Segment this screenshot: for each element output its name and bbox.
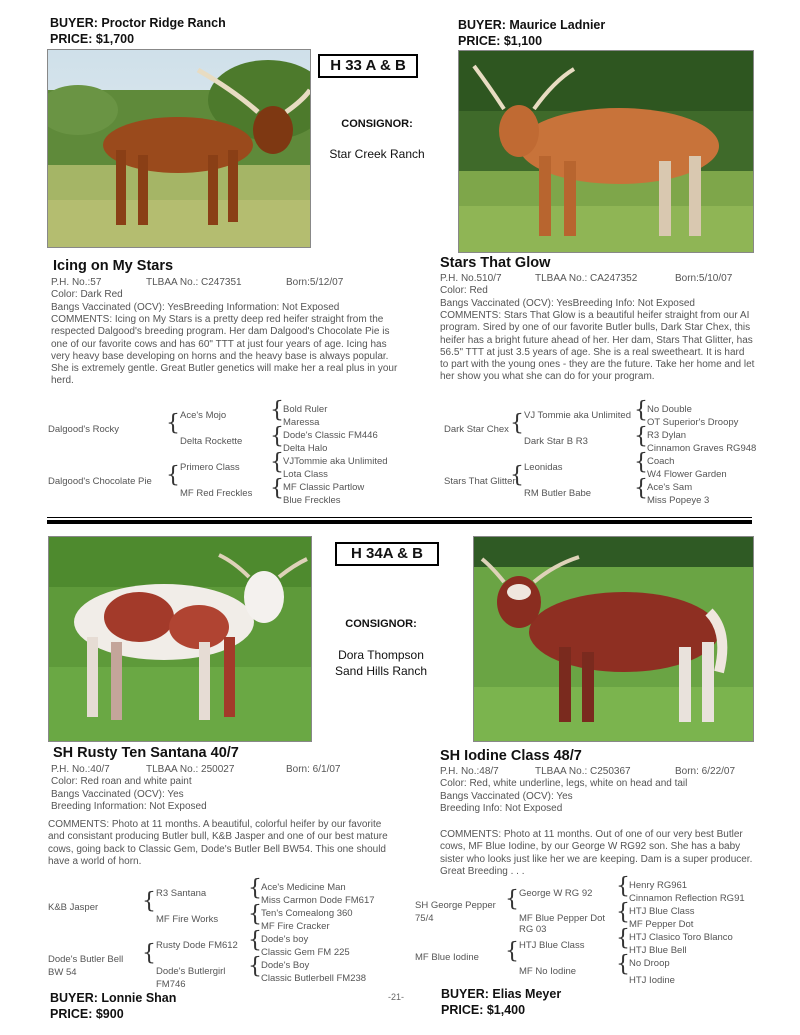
animal-info-2: P.H. No.510/7 TLBAA No.: CA247352 Born:5/10/07 Color: Red Bangs Vaccinated (OCV): YesBreeding Info: Not Exposed [440,273,733,309]
animal-comments-2: COMMENTS: Stars That Glow is a beautiful heifer straight from our AI program. Sired by one of our favorite Butler bulls, Dark Star Chex, this heifer has a bright future ahead of her. Her dam, Stars That Glitter, has 56.5" TTT at just 3.5 years of age. She is a real sweetheart. It is hard to part with the young ones - they are the future. Take her home and let her show you what she can do for your program. [440,310,755,383]
lot-number-h34: H 34A & B [335,542,439,566]
cattle-photo-2 [458,50,754,253]
page-number: -21- [388,992,405,1002]
consignor-name: Star Creek Ranch [329,147,425,161]
animal-name-4: SH Iodine Class 48/7 [440,748,582,764]
pedigree-3: K&B Jasper Dode's Butler Bell BW 54 { { R3 Santana MF Fire Works Rusty Dode FM612 Dode's Butlergirl FM746 { { { { Ace's Medicine Man Miss Carmon Dode FM617 Ten's Comealong 360 MF Fire Cracker Dode's boy Classic Gem FM 225 Dode's Boy Classic Butlerbell FM238 [48,876,375,990]
animal-comments-4: COMMENTS: Photo at 11 months. Out of one of our very best Butler cows, MF Blue Iodine, by our George W RG92 son. She has a baby sister who looks just like her we are keeping. Dam is a super producer. Great Breeding . . . [440,829,753,877]
pedigree-4: SH George Pepper 75/4 MF Blue Iodine { { George W RG 92 MF Blue Pepper Dot RG 03 HTJ Blue Class MF No Iodine { { { { Henry RG961 Cinnamon Reflection RG91 HTJ Blue Class MF Pepper Dot HTJ Clasico Toro Blanco HTJ Blue Bell No Droop HTJ Iodine [415,874,745,986]
consignor-label: CONSIGNOR: [341,118,413,130]
animal-name-1: Icing on My Stars [53,258,174,274]
divider-thin [47,517,752,518]
lot-number-h33: H 33 A & B [318,54,418,78]
pedigree-1: Dalgood's Rocky Dalgood's Chocolate Pie { { Ace's Mojo Delta Rockette Primero Class MF Red Freckles { { { { Bold Ruler Maressa Dode's Classic FM446 Delta Halo VJTommie aka Unlimited Lota Class MF Classic Partlow Blue Freckles [48,398,388,506]
animal-info-4: P.H. No.:48/7 TLBAA No.: C250367 Born: 6/22/07 Color: Red, white underline, legs, white on head and tail Bangs Vaccinated (OCV): Yes Breeding Info: Not Exposed [440,766,736,814]
buyer-2: BUYER: Maurice Ladnier PRICE: $1,100 [458,18,606,48]
consignor-name-2: Dora Thompson Sand Hills Ranch [334,648,428,678]
cattle-photo-3 [48,536,312,742]
pedigree-2: Dark Star Chex Stars That Glitter { { VJ Tommie aka Unlimited Dark Star B R3 Leonidas RM Butler Babe { { { { No Double OT Superior's Droopy R3 Dylan Cinnamon Graves RG948 Coach W4 Flower Garden Ace's Sam Miss Popeye 3 [444,398,757,506]
animal-name-3: SH Rusty Ten Santana 40/7 [53,745,239,761]
divider-thick [47,520,752,524]
buyer-1: BUYER: Proctor Ridge Ranch PRICE: $1,700 [50,16,226,46]
animal-comments-1: COMMENTS: Icing on My Stars is a pretty deep red heifer straight from the respected Dalgood's breeding program. Her dam Dalgood's Chocolate Pie is one of our favorite cows and has 60" TTT at just four years of age. Icing has very heavy base developing on horns and the heavy base is always popular. She is extremely gentle. Great Butler genetics will make her a real plus in your herd. [51,314,398,387]
animal-comments-3: COMMENTS: Photo at 11 months. A beautiful, colorful heifer by our favorite and consistant producing Butler bull, K&B Jasper and one of our best mature cows, going back to Classic Gem, Dode's Butler Bell BW54. This one should have a world of horn. [48,819,388,867]
buyer-4: BUYER: Elias Meyer PRICE: $1,400 [441,987,562,1017]
animal-info-3: P.H. No.:40/7 TLBAA No.: 250027 Born: 6/1/07 Color: Red roan and white paint Bangs Vaccinated (OCV): Yes Breeding Information: Not Exposed [51,764,341,812]
cattle-photo-4 [473,536,754,742]
animal-info-1: P.H. No.:57 TLBAA No.: C247351 Born:5/12/07 Color: Dark Red Bangs Vaccinated (OCV): YesBreeding Information: Not Exposed [51,277,344,313]
buyer-3: BUYER: Lonnie Shan PRICE: $900 [50,991,177,1021]
cattle-photo-1 [47,49,311,248]
consignor-label-2: CONSIGNOR: [345,618,417,630]
animal-name-2: Stars That Glow [440,255,551,271]
